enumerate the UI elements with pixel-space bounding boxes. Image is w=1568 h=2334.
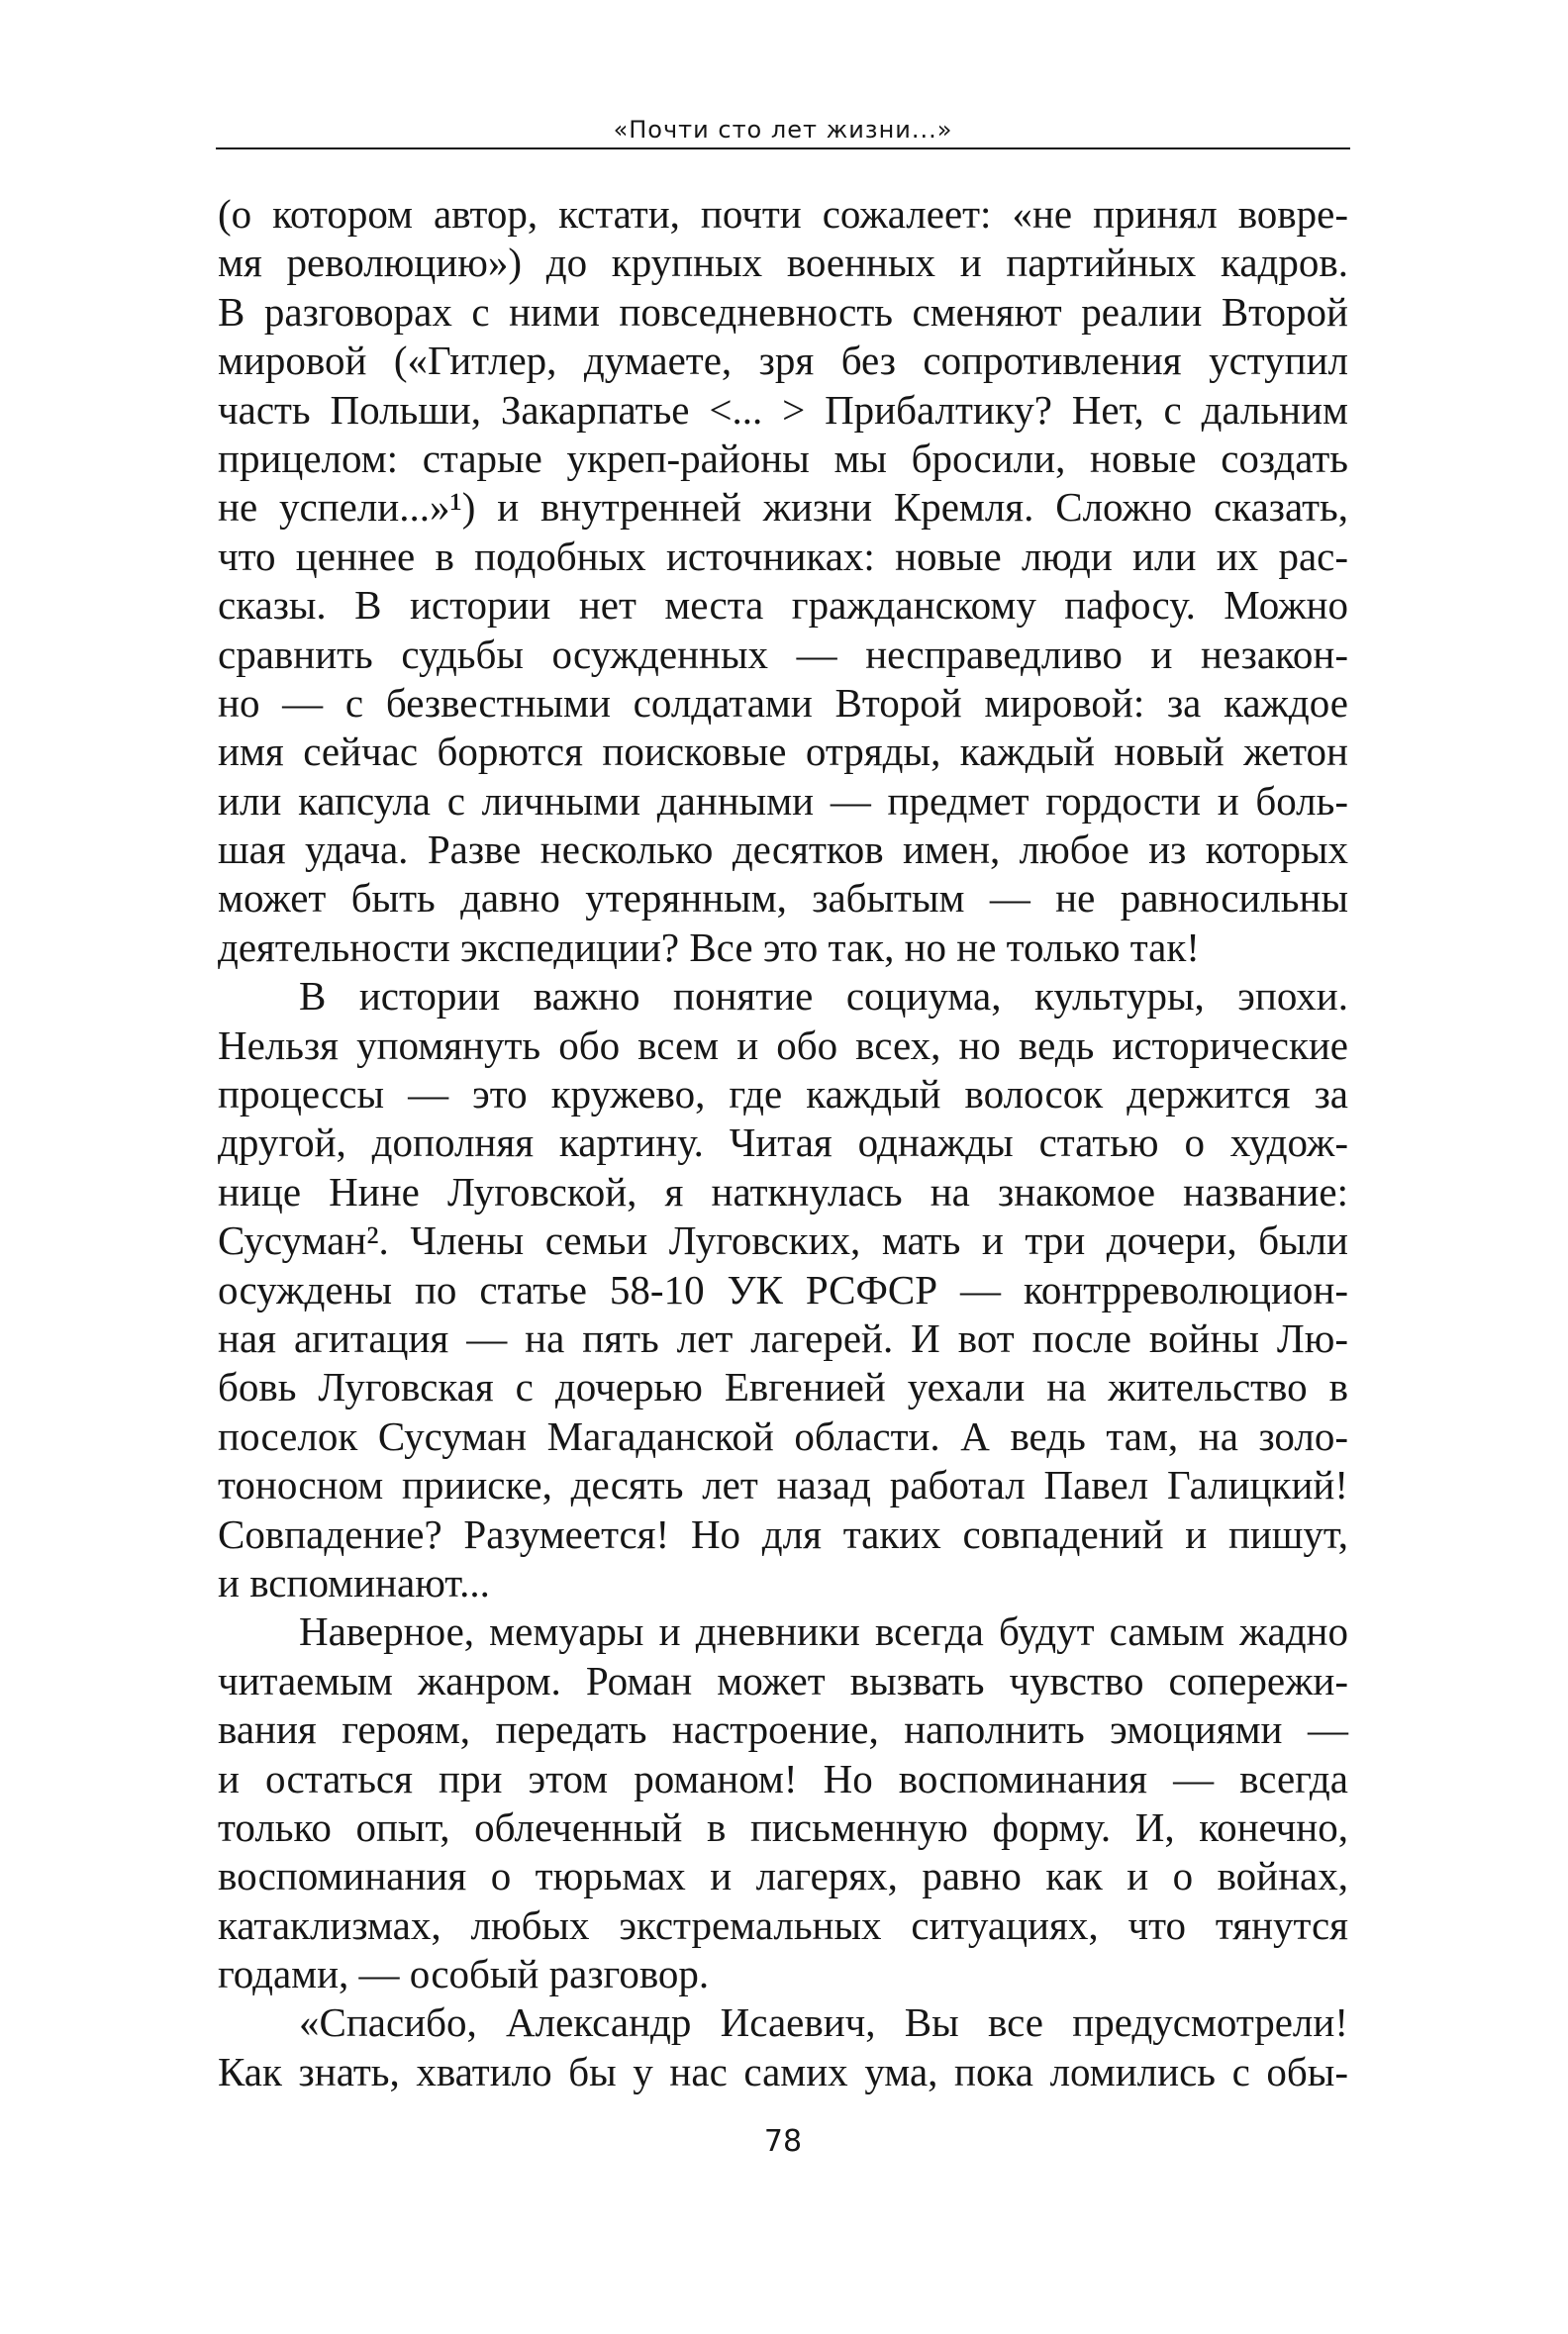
text-line: но — с безвестными солдатами Второй мировой: за каждое [218, 679, 1348, 726]
text-line: (о котором автор, кстати, почти сожалеет: «не принял вовре- [218, 191, 1348, 237]
text-line: или капсула с личными данными — предмет гордости и боль- [218, 777, 1348, 824]
text-line: вания героям, передать настроение, наполнить эмоциями — [218, 1706, 1348, 1753]
text-line: сказы. В истории нет места гражданскому пафосу. Можно [218, 582, 1348, 629]
text-line: процессы — это кружево, где каждый волосок держится за [218, 1071, 1348, 1118]
text-line: только опыт, облеченный в письменную форму. И, конечно, [218, 1803, 1348, 1850]
text-line: Совпадение? Разумеется! Но для таких совпадений и пишут, [218, 1510, 1348, 1557]
text-line: шая удача. Разве несколько десятков имен, любое из которых [218, 827, 1348, 873]
text-line: может быть давно утерянным, забытым — не равносильны [218, 875, 1348, 922]
text-line: другой, дополняя картину. Читая однажды статью о худож- [218, 1119, 1348, 1166]
text-line: ная агитация — на пять лет лагерей. И вот после войны Лю- [218, 1314, 1348, 1361]
text-line: мя революцию») до крупных военных и партийных кадров. [218, 240, 1348, 286]
text-line: и вспоминают... [218, 1559, 490, 1605]
running-title: «Почти сто лет жизни...» [613, 116, 953, 144]
text-line: В истории важно понятие социума, культуры, эпохи. [299, 973, 1348, 1020]
text-line: бовь Луговская с дочерью Евгенией уехали на жительство в [218, 1364, 1348, 1410]
text-line: «Спасибо, Александр Исаевич, Вы все предусмотрели! [299, 1999, 1348, 2046]
text-line: В разговорах с ними повседневность сменяют реалии Второй [218, 288, 1348, 335]
text-line: часть Польши, Закарпатье <... > Прибалтику? Нет, с дальним [218, 386, 1348, 433]
text-line: что ценнее в подобных источниках: новые люди или их рас- [218, 533, 1348, 579]
text-line: годами, — особый разговор. [218, 1951, 710, 1997]
text-line: и остаться при этом романом! Но воспоминания — всегда [218, 1755, 1348, 1801]
text-line: прицелом: старые укреп-районы мы бросили, новые создать [218, 435, 1348, 481]
text-line: не успели...»¹) и внутренней жизни Кремля. Сложно сказать, [218, 484, 1348, 531]
text-line: нице Нине Луговской, я наткнулась на знакомое название: [218, 1168, 1348, 1215]
text-line: Сусуман². Члены семьи Луговских, мать и три дочери, были [218, 1217, 1348, 1264]
text-line: тоносном прииске, десять лет назад работал Павел Галицкий! [218, 1462, 1348, 1508]
text-line: воспоминания о тюрьмах и лагерях, равно как и о войнах, [218, 1853, 1348, 1899]
body-text [218, 190, 1348, 2096]
text-line: Наверное, мемуары и дневники всегда будут самым жадно [299, 1608, 1348, 1655]
text-line: мировой («Гитлер, думаете, зря без сопротивления уступил [218, 338, 1348, 384]
paragraph-1 [218, 190, 1348, 972]
text-line: сравнить судьбы осужденных — несправедливо и незакон- [218, 631, 1348, 677]
text-line: Как знать, хватило бы у нас самих ума, пока ломились с обы- [218, 2048, 1348, 2094]
paragraph-3 [218, 1607, 1348, 1998]
text-line: имя сейчас борются поисковые отряды, каждый новый жетон [218, 729, 1348, 775]
paragraph-4 [218, 1998, 1348, 2096]
text-line: деятельности экспедиции? Все это так, но не только так! [218, 924, 1200, 970]
header-rule [216, 147, 1350, 149]
text-line: Нельзя упомянуть обо всем и обо всех, но ведь исторические [218, 1021, 1348, 1068]
text-line: катаклизмах, любых экстремальных ситуациях, что тянутся [218, 1901, 1348, 1948]
text-line: осуждены по статье 58-10 УК РСФСР — контрреволюцион- [218, 1266, 1348, 1313]
text-line: читаемым жанром. Роман может вызвать чувство сопережи- [218, 1657, 1348, 1703]
page-number: 78 [763, 2124, 803, 2159]
text-line: поселок Сусуман Магаданской области. А ведь там, на золо- [218, 1412, 1348, 1459]
paragraph-2 [218, 972, 1348, 1607]
